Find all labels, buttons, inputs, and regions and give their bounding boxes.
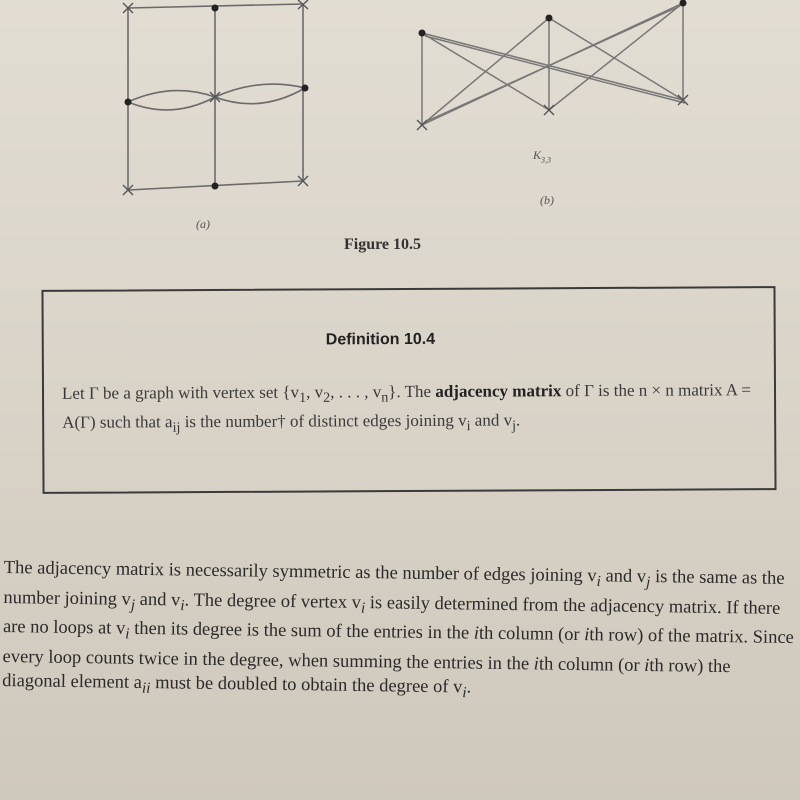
defined-term: adjacency matrix [435,381,562,401]
figure-b-k33-graph [395,0,695,140]
definition-title: Definition 10.4 [325,330,436,349]
figure-a-grid-graph [100,0,320,210]
k33-label: $K_{3,3}$ [533,148,552,165]
figure-caption: Figure 10.5 [344,236,422,253]
subfigure-a-label: (a) [196,217,210,231]
body-paragraph: The adjacency matrix is necessarily symmetric as the number of edges joining $v_i$ and $v_j$ is the same as the number joining $v_j$ and $v_i$. The degree of vertex $v_i$ is easily determined from the adjacency matrix. If there are no loops at $v_i$ then its degree is the sum of the entries in the ith column (or ith row) of the matrix. Since every loop counts twice in the degree, when summing the entries in the ith column (or ith row) the diagonal element $a_{ii}$ must be doubled to obtain the degree of $v_i$. [2,557,794,702]
definition-text: Let Γ be a graph with vertex set {$v_1$, $v_2$, . . . , $v_n$}. The adjacency matrix of Γ is the n × n matrix A = A(Γ) such that $a_{ij}$ is the number† of distinct edges joining $v_i$ and $v_j$. [61,380,751,437]
definition-box [41,286,776,494]
subfigure-b-label: (b) [540,193,554,207]
